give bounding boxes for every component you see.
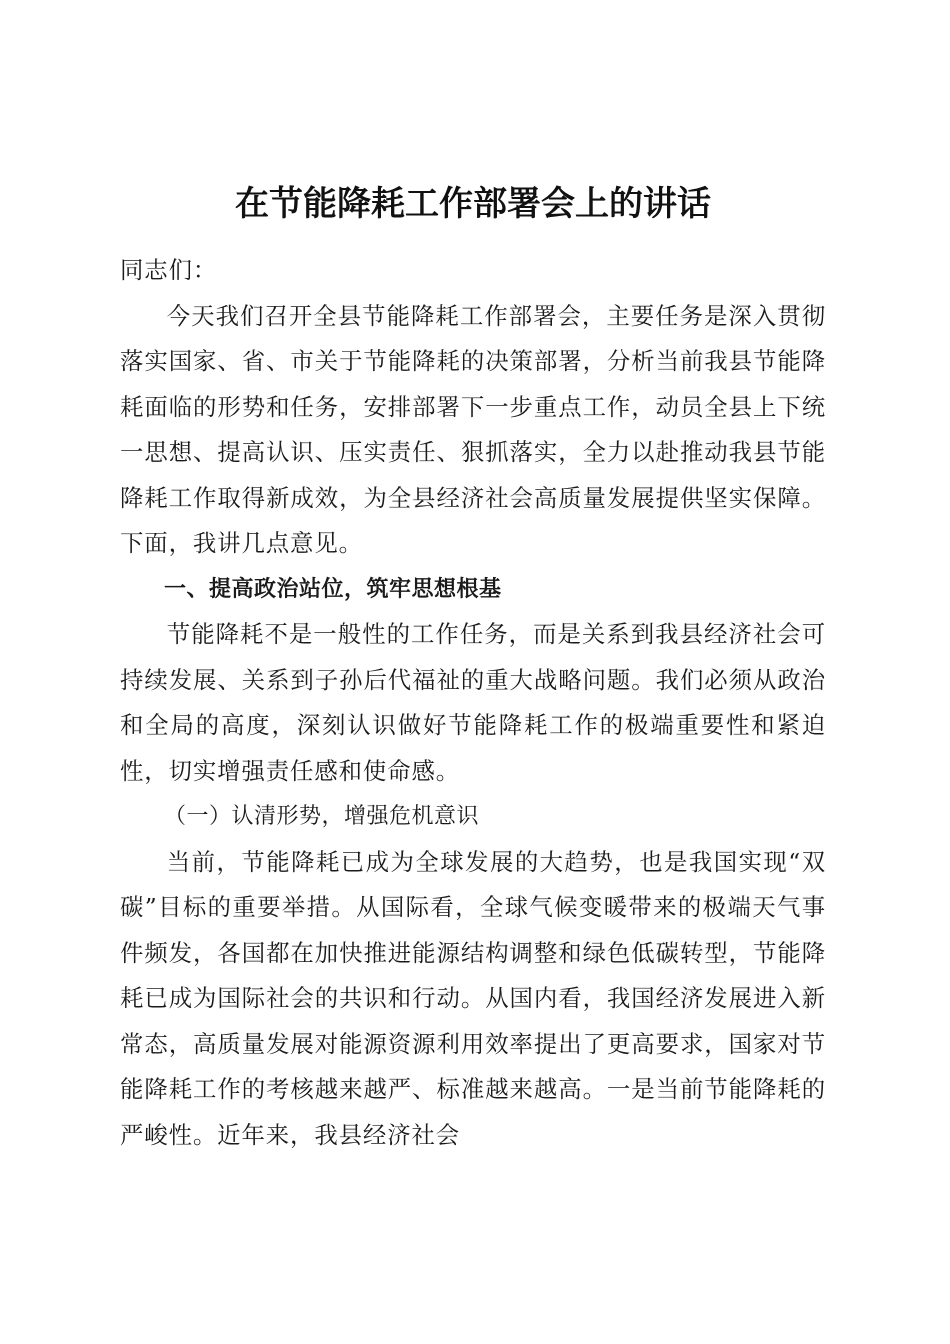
document-title: 在节能降耗工作部署会上的讲话 [235,184,711,224]
subsection-heading-1: （一）认清形势，增强危机意识 [164,804,480,829]
paragraph-intro: 今天我们召开全县节能降耗工作部署会，主要任务是深入贯彻落实国家、省、市关于节能降耗的决策部署，分析当前我县节能降耗面临的形势和任务，安排部署下一步重点工作，动员全县上下统一思想、提高认识、压实责任、狠抓落实，全力以赴推动我县节能降耗工作取得新成效，为全县经济社会高质量发展提供坚实保障。下面，我讲几点意见。 [120,301,826,557]
paragraph-section-1: 节能降耗不是一般性的工作任务，而是关系到我县经济社会可持续发展、关系到子孙后代福祉的重大战略问题。我们必须从政治和全局的高度，深刻认识做好节能降耗工作的极端重要性和紧迫性，切实增强责任感和使命感。 [120,620,826,785]
section-heading-1: 一、提高政治站位，筑牢思想根基 [164,576,502,602]
salutation: 同志们： [120,256,218,284]
document-body [120,248,826,1158]
paragraph-subsection-1: 当前，节能降耗已成为全球发展的大趋势，也是我国实现“双碳”目标的重要举措。从国际看，全球气候变暖带来的极端天气事件频发，各国都在加快推进能源结构调整和绿色低碳转型，节能降耗已成为国际社会的共识和行动。从国内看，我国经济发展进入新常态，高质量发展对能源资源利用效率提出了更高要求，国家对节能降耗工作的考核越来越严、标准越来越高。一是当前节能降耗的严峻性。近年来，我县经济社会 [120,847,826,1149]
